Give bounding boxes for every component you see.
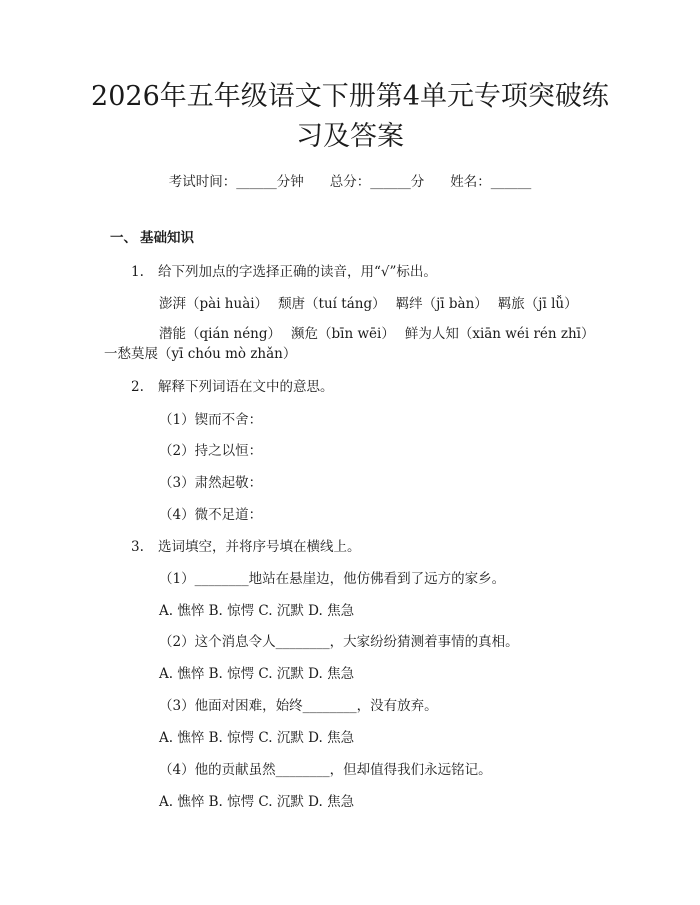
pinyin-item: 濒危（bīn wēi） (291, 326, 395, 342)
definition-item: （1）锲而不舍： (159, 412, 263, 428)
pinyin-item: 羁旅（jī lǚ） (497, 296, 578, 312)
student-name-label: 姓名：______ (450, 174, 532, 190)
fill-blank-stem: （3）他面对困难，始终________，没有放弃。 (159, 698, 438, 714)
page-title-line2: 习及答案 (296, 121, 404, 152)
question-text: 给下列加点的字选择正确的读音，用“√”标出。 (158, 264, 437, 280)
section-heading (110, 228, 194, 248)
exam-time-label: 考试时间：______分钟 (168, 174, 304, 190)
answer-options: A. 憔悴 B. 惊愕 C. 沉默 D. 焦急 (159, 730, 355, 746)
definition-item: （4）微不足道： (159, 507, 263, 523)
fill-blank-stem: （2）这个消息令人________，大家纷纷猜测着事情的真相。 (159, 634, 519, 650)
total-score-label: 总分：______分 (329, 174, 425, 190)
question-number: 1. (131, 264, 144, 280)
answer-options: A. 憔悴 B. 惊愕 C. 沉默 D. 焦急 (159, 666, 355, 682)
pinyin-row-3: 一愁莫展（yī chóu mò zhǎn） (104, 346, 297, 362)
exam-meta (0, 170, 700, 190)
question-number: 2. (131, 379, 144, 395)
question-1-prompt (131, 262, 437, 282)
section-number: 一、 (110, 230, 137, 246)
pinyin-row-1 (159, 294, 578, 314)
answer-options: A. 憔悴 B. 惊愕 C. 沉默 D. 焦急 (159, 794, 355, 810)
question-text: 选词填空，并将序号填在横线上。 (158, 539, 361, 555)
pinyin-item: 澎湃（pài huài） (159, 296, 269, 312)
section-title: 基础知识 (140, 230, 194, 246)
answer-options: A. 憔悴 B. 惊愕 C. 沉默 D. 焦急 (159, 603, 355, 619)
question-text: 解释下列词语在文中的意思。 (158, 379, 334, 395)
pinyin-item: 鲜为人知（xiān wéi rén zhī） (404, 326, 595, 342)
question-2-prompt (131, 377, 334, 397)
pinyin-item: 颓唐（tuí táng） (278, 296, 386, 312)
pinyin-row-2 (159, 324, 595, 344)
definition-item: （3）肃然起敬： (159, 475, 263, 491)
fill-blank-stem: （4）他的贡献虽然________，但却值得我们永远铭记。 (159, 762, 492, 778)
pinyin-item: 潜能（qián néng） (159, 326, 282, 342)
question-3-prompt (131, 537, 361, 557)
definition-item: （2）持之以恒： (159, 443, 263, 459)
question-number: 3. (131, 539, 144, 555)
page-title-line1: 2026年五年级语文下册第4单元专项突破练 (91, 81, 609, 112)
pinyin-item: 羁绊（jī bàn） (395, 296, 488, 312)
fill-blank-stem: （1）________地站在悬崖边，他仿佛看到了远方的家乡。 (159, 571, 506, 587)
